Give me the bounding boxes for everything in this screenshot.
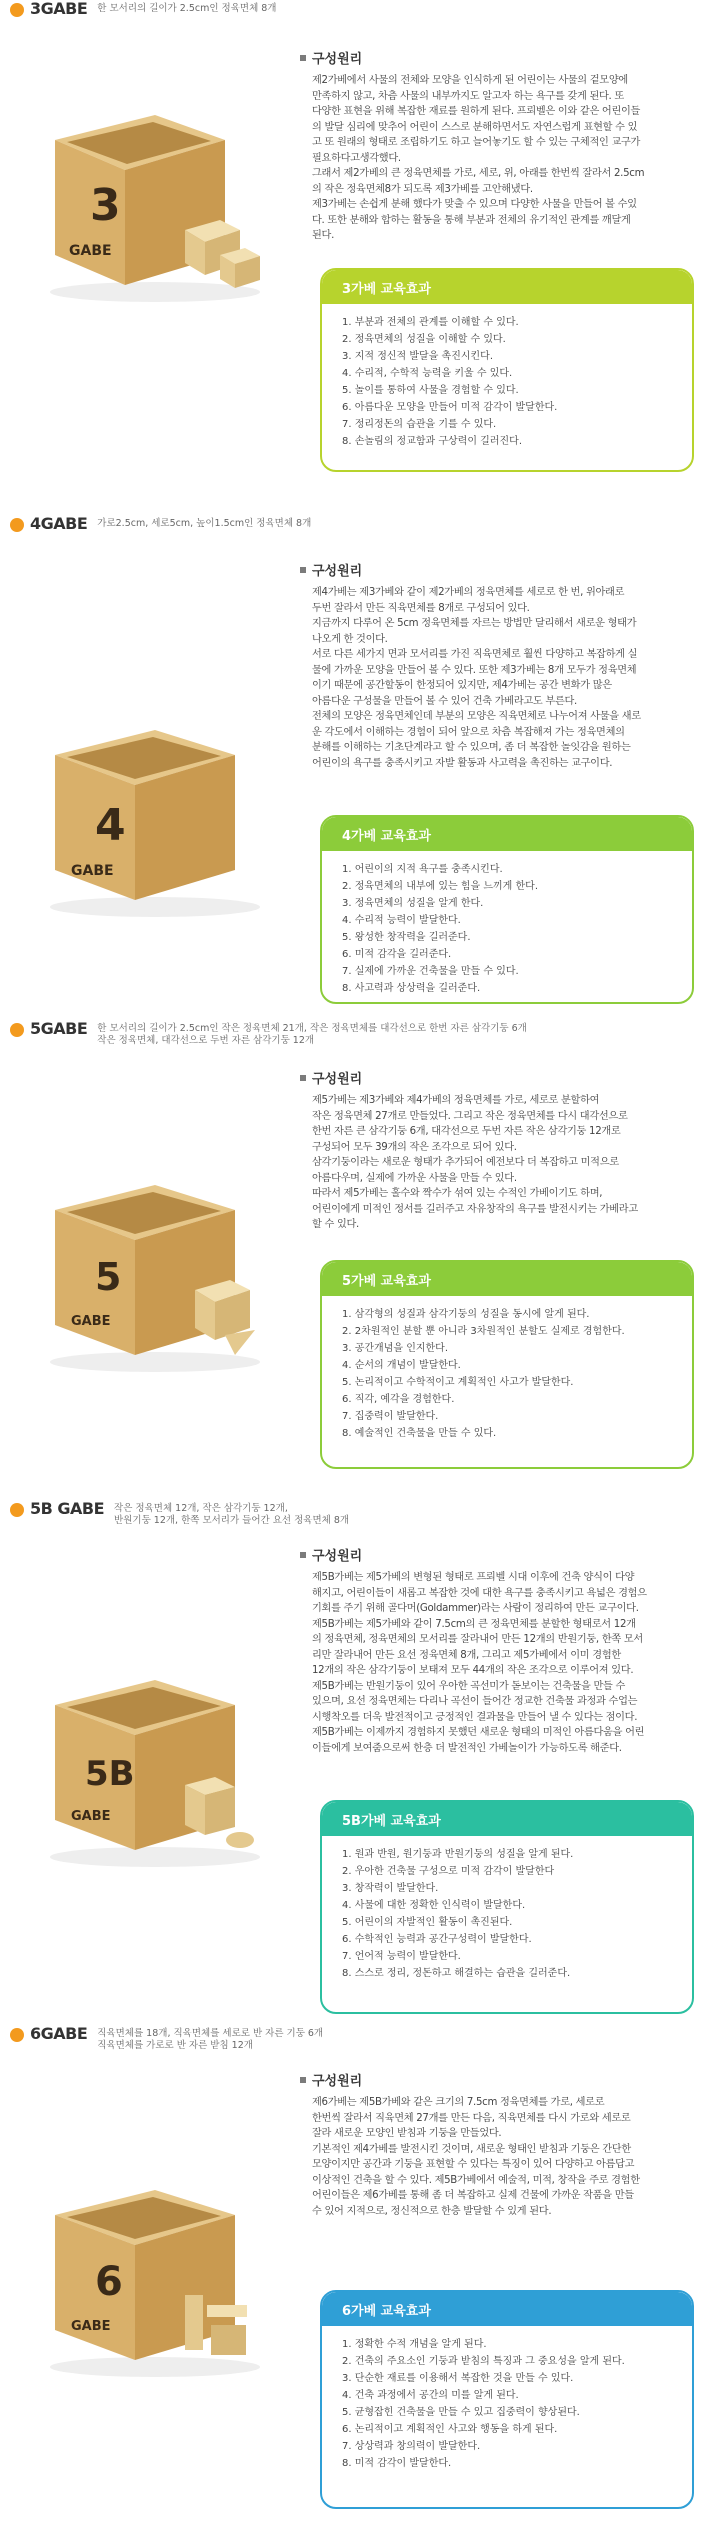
effects-list: [342, 314, 692, 450]
orange-dot-icon: [10, 2028, 24, 2042]
section-description: 한 모서리의 길이가 2.5cm인 정육면체 8개: [97, 3, 277, 14]
orange-dot-icon: [10, 518, 24, 532]
section-title: 3GABE: [30, 0, 88, 18]
square-bullet-icon: [300, 55, 306, 61]
principle-text: 제6가베는 제5B가베와 같은 크기의 7.5cm 정육면체를 가로, 세로로 한번씩 잘라서 직육면체 27개를 만든 다음, 직육면체를 다시 가로와 세로로 잘라 새로운 모양인 받침과 기둥을 만들었다. 기본적인 제4가베를 발전시킨 것이며, 새로운 형태인 받침과 기둥은 간단한 모양이지만 공간과 기둥을 표현할 수 있다는 특징이 있어 다양하고 아름답고 이상적인 건축을 할 수 있다. 제5B가베에서 예술적, 미적, 창작을 주로 경험한 어린이들은 제6가베를 통해 좀 더 복잡하고 실제 건물에 가까운 작품을 만들 수 있어 지적으로, 정신적으로 한층 발달할 수 있게 된다.: [312, 2097, 640, 2217]
effect-item: 7. 실제에 가까운 건축물을 만들 수 있다.: [342, 966, 519, 977]
effect-item: 1. 삼각형의 성질과 삼각기둥의 성질을 동시에 알게 된다.: [342, 1309, 590, 1320]
effect-item: 4. 수리적, 수학적 능력을 키울 수 있다.: [342, 368, 513, 379]
gabe-box-photo: [35, 70, 275, 310]
effect-item: 3. 창작력이 발달한다.: [342, 1883, 439, 1894]
effect-item: 8. 손놀림의 정교함과 구상력이 길러진다.: [342, 436, 522, 447]
effect-item: 6. 미적 감각을 길러준다.: [342, 949, 452, 960]
section-title: 5GABE: [30, 1019, 88, 1038]
effect-item: 8. 사고력과 상상력을 길러준다.: [342, 983, 481, 994]
effect-item: 7. 정리정돈의 습관을 기를 수 있다.: [342, 419, 497, 430]
effect-item: 7. 상상력과 창의력이 발달한다.: [342, 2441, 481, 2452]
gabe-section-5b: [0, 1500, 716, 2025]
principle-text: 제2가베에서 사물의 전체와 모양을 인식하게 된 어린이는 사물의 겉모양에 만족하지 않고, 차츰 사물의 내부까지도 알고자 하는 욕구를 갖게 된다. 또 다양한 표현을 위해 복잡한 재료를 원하게 된다. 프뢰벨은 이와 같은 어린이들 의 발달 심리에 맞추어 어린이 스스로 분해하면서도 자연스럽게 표현할 수 있 고 또 원래의 형태로 조립하기도 하고 늘어놓기도 할 수 있는 구체적인 교구가 필요하다고생각했다. 그래서 제2가베의 큰 정육면체를 가로, 세로, 위, 아래를 한번씩 잘라서 2.5cm 의 작은 정육면체8가 되도록 제3가베를 고안해냈다. 제3가베는 손쉽게 분해 했다가 맞출 수 있으며 다양한 사물을 만들어 볼 수있 다. 또한 분해와 합하는 활동을 통해 부분과 전체의 유기적인 관계를 깨달게 된다.: [312, 75, 645, 241]
effects-title: 4가베 교육효과: [322, 817, 692, 851]
section-description: 가로2.5cm, 세로5cm, 높이1.5cm인 정육면체 8개: [97, 518, 312, 529]
section-header: [10, 515, 457, 545]
effects-title: 6가베 교육효과: [322, 2292, 692, 2326]
square-bullet-icon: [300, 567, 306, 573]
effect-item: 8. 예술적인 건축물을 만들 수 있다.: [342, 1428, 497, 1439]
gabe-box-photo: [35, 1140, 275, 1380]
effects-box: [320, 815, 694, 1004]
section-description: 한 모서리의 길이가 2.5cm인 작은 정육면체 21개, 작은 정육면체를 대각선으로 한번 자른 삼각기둥 6개 작은 정육면체, 대각선으로 두번 자른 삼각기둥 12개: [97, 1023, 527, 1046]
effect-item: 4. 건축 과정에서 공간의 미를 알게 된다.: [342, 2390, 519, 2401]
effect-item: 4. 순서의 개념이 발달한다.: [342, 1360, 461, 1371]
gabe-box-photo: [35, 2145, 275, 2385]
principle-block: [300, 2070, 700, 2219]
gabe-box-photo: [35, 685, 275, 925]
effect-item: 2. 정육면체의 성질을 이해할 수 있다.: [342, 334, 506, 345]
box-number: 6: [95, 2259, 123, 2305]
section-header: [10, 0, 457, 30]
effect-item: 5. 균형잡힌 건축물을 만들 수 있고 집중력이 향상된다.: [342, 2407, 580, 2418]
section-description: 직육면체를 18개, 직육면체를 세로로 반 자른 기둥 6개 직육면체를 가로로 반 자른 받침 12개: [97, 2028, 324, 2051]
effect-item: 5. 논리적이고 수학적이고 계획적인 사고가 발달한다.: [342, 1377, 574, 1388]
effect-item: 5. 놀이를 통하여 사물을 경험할 수 있다.: [342, 385, 519, 396]
effect-item: 7. 집중력이 발달한다.: [342, 1411, 439, 1422]
effects-title: 5가베 교육효과: [322, 1262, 692, 1296]
principle-text: 제4가베는 제3가베와 같이 제2가베의 정육면체를 세로로 한 번, 위아래로 두번 잘라서 만든 직육면체를 8개로 구성되어 있다. 지금까지 다루어 온 5cm 정육면체를 자르는 방법만 달리해서 새로운 형태가 나오게 한 것이다. 서로 다른 세가지 면과 모서리를 가진 직육면체로 훨씬 다양하고 복잡하게 실 물에 가까운 모양을 만들어 볼 수 있다. 또한 제3가베는 8개 모두가 정육면체 이기 때문에 공간할동이 한정되어 있지만, 제4가베는 공간 변화가 많은 아름다운 구성물을 만들어 볼 수 있어 건축 가베라고도 부른다. 전체의 모양은 정육면체인데 부분의 모양은 직육면체로 나누어져 사물을 새로 운 각도에서 이해하는 경험이 되어 앞으로 차츰 복잡해져 가는 정육면체의 분해를 이해하는 기초단계라고 할 수 있으며, 좀 더 복잡한 놀잇감을 원하는 어린이의 욕구를 충족시키고 자발 활동과 사고력을 촉진하는 교구이다.: [312, 587, 641, 769]
effect-item: 6. 직각, 예각을 경험한다.: [342, 1394, 455, 1405]
box-number: 4: [95, 800, 126, 851]
box-number: 5B: [85, 1754, 135, 1794]
gabe-section-5: [0, 1020, 716, 1500]
effects-box: [320, 1800, 694, 2014]
principle-text: 제5B가베는 제5가베의 변형된 형태로 프뢰벨 시대 이후에 건축 양식이 다양 해지고, 어린이들이 새롭고 복잡한 것에 대한 욕구를 충족시키고 욕넓은 경험으 기회를 주기 위해 골다머(Goldammer)라는 사람이 정리하여 만든 교구이다. 제5B가베는 제5가베와 같이 7.5cm의 큰 정육면체를 분할한 형태로서 12개 의 정육면체, 정육면체의 모서리를 잘라내어 만든 12개의 반원기둥, 한쪽 모서 리만 잘라내어 만든 요선 정육면체 8개, 그리고 제5가베에서 이미 경험한 12개의 작은 삼각기둥이 보태져 모두 44개의 작은 조각으로 이루어져 있다. 제5B가베는 반원기둥이 있어 우아한 곡선미가 돋보이는 건축물을 만들 수 있으며, 요선 정육면체는 다리나 곡선이 들어간 정교한 건축물 과정과 수업는 시행착오를 더욱 발전적이고 긍정적인 결과물을 만들어 낼 수 있다는 점이다. 제5B가베는 이제까지 경험하지 못했던 새로운 형태의 미적인 아름다움을 어린 이들에게 보여줌으로써 한층 더 발전적인 가베놀이가 가능하도록 해준다.: [312, 1572, 647, 1754]
section-title: 4GABE: [30, 514, 88, 533]
effects-list: [342, 861, 692, 997]
box-label: GABE: [71, 1314, 111, 1329]
principle-title: 구성원리: [312, 2074, 363, 2089]
effect-item: 2. 건축의 주요소인 기둥과 받침의 특징과 그 중요성을 알게 된다.: [342, 2356, 625, 2367]
principle-title: 구성원리: [312, 1072, 363, 1087]
effects-list: [342, 1846, 692, 1982]
gabe-box-photo: [35, 1635, 275, 1875]
square-bullet-icon: [300, 1552, 306, 1558]
gabe-section-3: [0, 0, 716, 515]
box-number: 5: [95, 1255, 122, 1299]
section-header: [10, 1020, 577, 1050]
effects-title: 3가베 교육효과: [322, 270, 692, 304]
orange-dot-icon: [10, 1503, 24, 1517]
section-header: [10, 2025, 457, 2055]
effect-item: 3. 지적 정신적 발달을 촉진시킨다.: [342, 351, 494, 362]
square-bullet-icon: [300, 2077, 306, 2083]
principle-block: [300, 1545, 700, 1756]
principle-title: 구성원리: [312, 52, 363, 67]
section-title: 6GABE: [30, 2024, 88, 2043]
section-title: 5B GABE: [30, 1499, 105, 1518]
effect-item: 6. 논리적이고 계획적인 사고와 행동을 하게 된다.: [342, 2424, 558, 2435]
effect-item: 3. 정육면체의 성질을 알게 한다.: [342, 898, 484, 909]
effect-item: 1. 어린이의 지적 욕구를 충족시킨다.: [342, 864, 503, 875]
square-bullet-icon: [300, 1075, 306, 1081]
effect-item: 1. 원과 반원, 원기둥과 반원기둥의 성질을 알게 된다.: [342, 1849, 574, 1860]
effect-item: 4. 수리적 능력이 발달한다.: [342, 915, 461, 926]
effects-box: [320, 268, 694, 472]
gabe-section-6: [0, 2025, 716, 2523]
box-label: GABE: [71, 2319, 111, 2334]
effect-item: 3. 공간개념을 인지한다.: [342, 1343, 449, 1354]
effects-list: [342, 2336, 692, 2472]
box-label: GABE: [71, 1809, 111, 1824]
principle-title: 구성원리: [312, 564, 363, 579]
section-header: [10, 1500, 474, 1530]
effect-item: 8. 미적 감각이 발달한다.: [342, 2458, 452, 2469]
box-label: GABE: [71, 863, 114, 879]
effects-list: [342, 1306, 692, 1442]
effect-item: 7. 언어적 능력이 발달한다.: [342, 1951, 461, 1962]
effects-title: 5B가베 교육효과: [322, 1802, 692, 1836]
effect-item: 6. 수학적인 능력과 공간구성력이 발달한다.: [342, 1934, 532, 1945]
effect-item: 2. 우아한 건축물 구성으로 미적 감각이 발달한다: [342, 1866, 555, 1877]
effect-item: 2. 2차원적인 분할 뿐 아니라 3차원적인 분할도 실제로 경험한다.: [342, 1326, 625, 1337]
orange-dot-icon: [10, 1023, 24, 1037]
principle-block: [300, 560, 700, 771]
section-description: 작은 정육면체 12개, 작은 삼각기둥 12개, 반원기둥 12개, 한쪽 모서리가 들어간 요선 정육면체 8개: [114, 1503, 350, 1526]
box-number: 3: [90, 180, 121, 231]
principle-text: 제5가베는 제3가베와 제4가베의 정육면체를 가로, 세로로 분할하여 작은 정육면체 27개로 만들었다. 그리고 작은 정육면체를 다시 대각선으로 한번 자른 큰 삼각기둥 6개, 대각선으로 두번 자른 작은 삼각기둥 12개로 구성되어 모두 39개의 작은 조각으로 되어 있다. 삼각기둥이라는 새로운 형태가 추가되어 예전보다 더 복잡하고 미적으로 아름다우며, 실제에 가까운 사물을 만들 수 있다. 따라서 제5가베는 홀수와 짝수가 섞여 있는 수적인 가베이기도 하며, 어린이에게 미적인 정서를 길러주고 자유창작의 욕구를 발전시키는 가베라고 할 수 있다.: [312, 1095, 638, 1230]
effect-item: 5. 어린이의 자발적인 활동이 촉진된다.: [342, 1917, 513, 1928]
principle-title: 구성원리: [312, 1549, 363, 1564]
principle-block: [300, 1068, 700, 1233]
gabe-section-4: [0, 515, 716, 1020]
effect-item: 3. 단순한 재료를 이용해서 복잡한 것을 만들 수 있다.: [342, 2373, 574, 2384]
principle-block: [300, 48, 700, 244]
effect-item: 1. 정확한 수적 개념을 알게 된다.: [342, 2339, 487, 2350]
effect-item: 5. 왕성한 창작력을 길러준다.: [342, 932, 471, 943]
effect-item: 8. 스스로 정리, 정돈하고 해결하는 습관을 길러준다.: [342, 1968, 571, 1979]
orange-dot-icon: [10, 3, 24, 17]
box-label: GABE: [69, 243, 112, 259]
effects-box: [320, 1260, 694, 1469]
effect-item: 1. 부분과 전체의 관계를 이해할 수 있다.: [342, 317, 519, 328]
effect-item: 2. 정육면체의 내부에 있는 힘을 느끼게 한다.: [342, 881, 539, 892]
effects-box: [320, 2290, 694, 2509]
effect-item: 6. 아름다운 모양을 만들어 미적 감각이 발달한다.: [342, 402, 558, 413]
effect-item: 4. 사물에 대한 정확한 인식력이 발달한다.: [342, 1900, 526, 1911]
